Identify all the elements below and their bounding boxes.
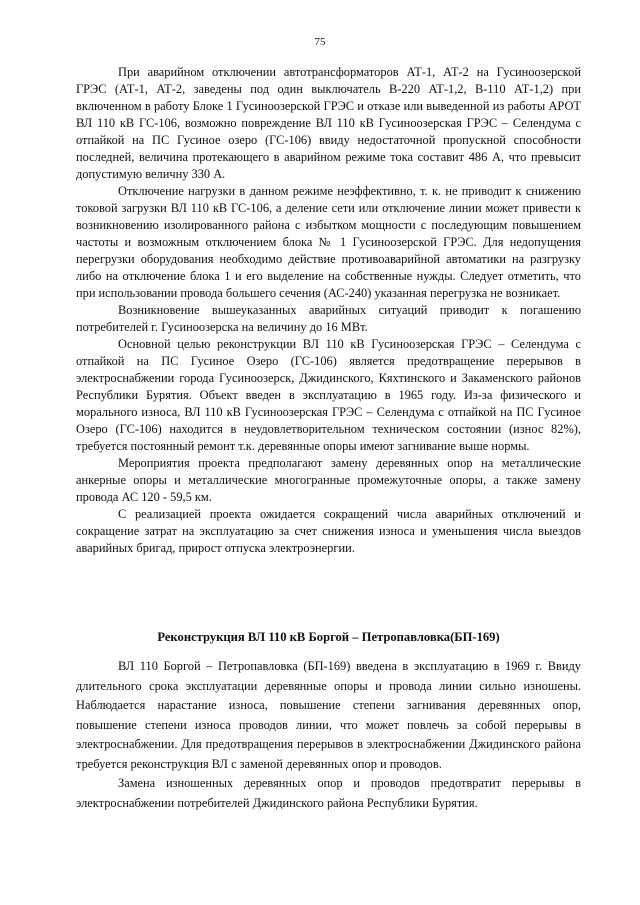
section2-body <box>76 657 581 813</box>
paragraph: Основной целью реконструкции ВЛ 110 кВ Гусиноозерская ГРЭС – Селендума с отпайкой на ПС Гусиное Озеро (ГС-106) является предотвращение перерывов в электроснабжении города Гусиноозерск, Джидинского, Кяхтинского и Закаменского районов Республики Бурятия. Объект введен в эксплуатацию в 1965 году. Из-за физического и морального износа, ВЛ 110 кВ Гусиноозерская ГРЭС – Селендума с отпайкой на ПС Гусиное Озеро (ГС-106) находится в неудовлетворительном техническом состоянии (износ 82%), требуется постоянный ремонт т.к. деревянные опоры имеют загнивание выше нормы. <box>76 337 581 453</box>
paragraph: С реализацией проекта ожидается сокращений числа аварийных отключений и сокращение затрат на эксплуатацию за счет снижения износа и уменьшения числа выездов аварийных бригад, прирост отпуска электроэнергии. <box>76 507 581 555</box>
paragraph: Возникновение вышеуказанных аварийных ситуаций приводит к погашению потребителей г. Гусиноозерска на величину до 16 МВт. <box>76 303 581 334</box>
paragraph: При аварийном отключении автотрансформаторов АТ-1, АТ-2 на Гусиноозерской ГРЭС (АТ-1, АТ-2, заведены под один выключатель В-220 АТ-1,2, В-110 АТ-1,2) при включенном в работу Блоке 1 Гусиноозерской ГРЭС и отказе или выведенной из работы АРОТ ВЛ 110 кВ ГС-106, возможно повреждение ВЛ 110 кВ Гусиноозерская ГРЭС – Селендума с отпайкой на ПС Гусиное озеро (ГС-106) ввиду недостаточной пропускной способности последней, величина протекающего в аварийном режиме тока составит 486 А, что превысит допустимую величну 330 А. <box>76 65 581 181</box>
page-number: 75 <box>314 36 326 48</box>
section-title: Реконструкция ВЛ 110 кВ Боргой – Петропавловка(БП-169) <box>157 630 500 644</box>
section1-body <box>76 64 581 557</box>
paragraph: Замена изношенных деревянных опор и проводов предотвратит перерывы в электроснабжении потребителей Джидинского района Республики Бурятия. <box>76 776 581 810</box>
paragraph: ВЛ 110 Боргой – Петропавловка (БП-169) введена в эксплуатацию в 1969 г. Ввиду длительного срока эксплуатации деревянные опоры и провода линии сильно изношены. Наблюдается нарастание износа, повышение степени загнивания деревянных опор, повышение степени износа проводов линии, что может повлечь за собой перерывы в электроснабжении. Для предотвращения перерывов в электроснабжении Джидинского района требуется реконструкция ВЛ с заменой деревянных опор и проводов. <box>76 659 581 771</box>
paragraph: Отключение нагрузки в данном режиме неэффективно, т. к. не приводит к снижению токовой загрузки ВЛ 110 кВ ГС-106, а деление сети или отключение линии может привести к возникновению изолированного района с избытком мощности с последующим повышением частоты и возможным отключением блока № 1 Гусиноозерской ГРЭС. Для недопущения перегрузки оборудования необходимо действие противоаварийной автоматики на разгрузку либо на отключение блока 1 и его выделение на собственные нужды. Следует отметить, что при использовании провода большего сечения (АС-240) указанная перегрузка не возникает. <box>76 184 581 300</box>
paragraph: Мероприятия проекта предполагают замену деревянных опор на металлические анкерные опоры и металлические многогранные промежуточные опоры, а также замену провода АС 120 - 59,5 км. <box>76 456 581 504</box>
